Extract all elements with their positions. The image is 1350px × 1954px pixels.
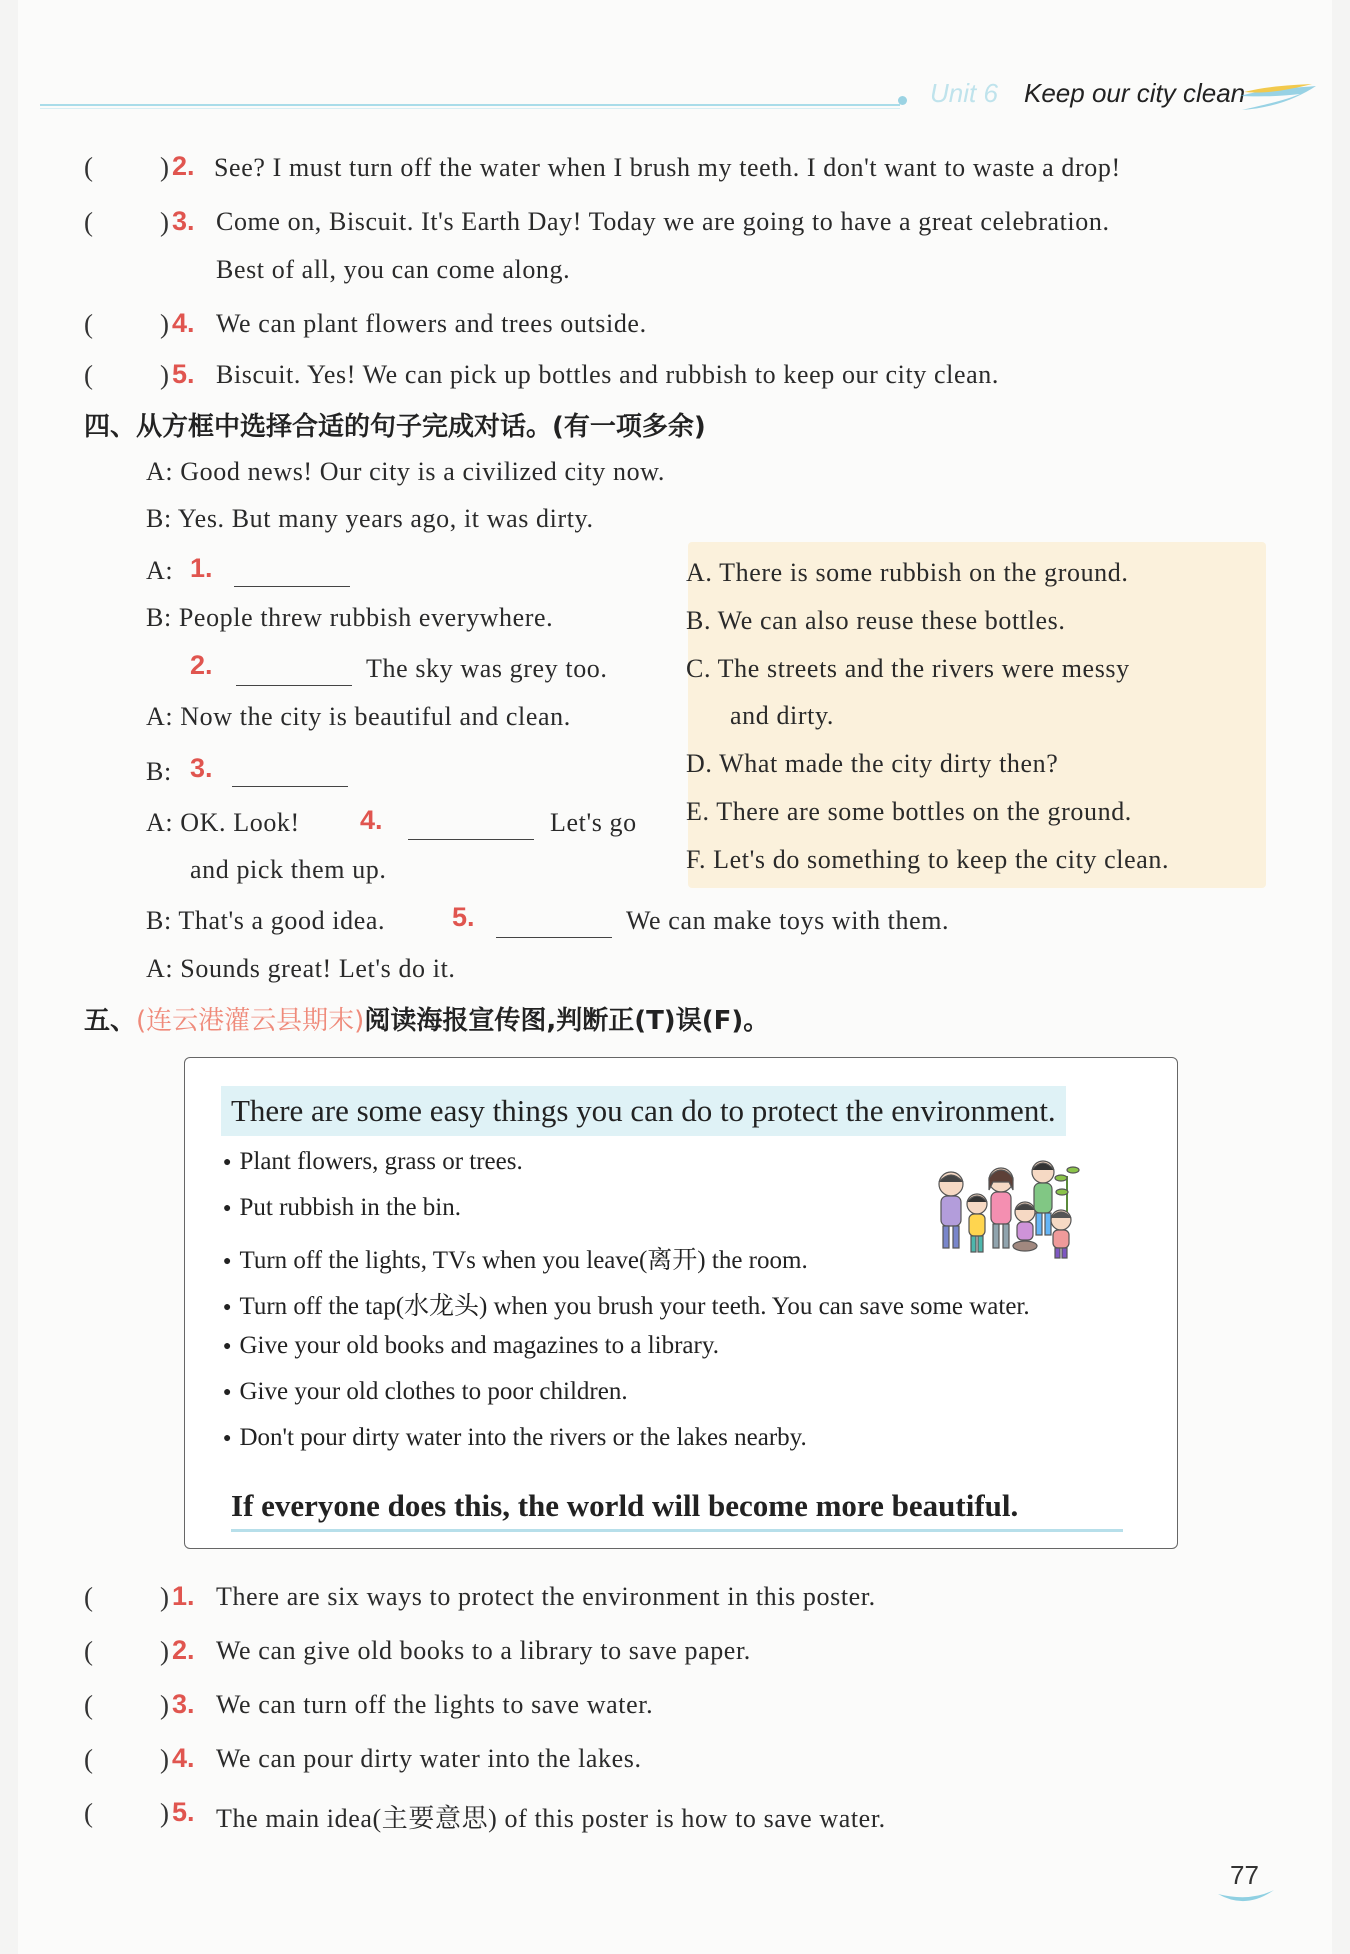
item-text: Come on, Biscuit. It's Earth Day! Today we are going to have a great celebration. — [216, 207, 1110, 236]
blank-number: 1. — [190, 553, 213, 583]
answer-paren-open[interactable]: ( — [84, 1636, 93, 1666]
item-text: We can give old books to a library to save paper. — [216, 1636, 751, 1665]
header-rule — [40, 104, 900, 106]
answer-paren-open[interactable]: ( — [84, 1798, 93, 1828]
section4-title: 四、从方框中选择合适的句子完成对话。(有一项多余) — [84, 412, 706, 442]
dialogue-line: A: OK. Look! — [146, 808, 300, 837]
option-f: F. Let's do something to keep the city clean. — [686, 845, 1170, 874]
answer-paren-open[interactable]: ( — [84, 207, 93, 237]
poster-bullet: ● Turn off the lights, TVs when you leave(离开) the room. — [223, 1240, 808, 1276]
section5-source: (连云港灌云县期末) — [136, 1006, 365, 1036]
section5-prefix: 五、 — [84, 1006, 137, 1036]
option-a: A. There is some rubbish on the ground. — [686, 558, 1129, 587]
dialogue-line: B: People threw rubbish everywhere. — [146, 603, 554, 632]
section5-title — [84, 1000, 769, 1037]
option-c: C. The streets and the rivers were messy — [686, 654, 1130, 683]
answer-paren-close: ) — [160, 309, 169, 339]
item-text-continued: Best of all, you can come along. — [216, 255, 571, 284]
answer-paren-open[interactable]: ( — [84, 1744, 93, 1774]
header-swoosh-icon — [1238, 84, 1318, 120]
answer-paren-open[interactable]: ( — [84, 1582, 93, 1612]
item-number: 2. — [172, 1635, 195, 1665]
answer-paren-close: ) — [160, 1690, 169, 1720]
dialogue-line: Let's go — [550, 808, 637, 837]
option-d: D. What made the city dirty then? — [686, 749, 1059, 778]
option-b: B. We can also reuse these bottles. — [686, 606, 1066, 635]
dialogue-line: A: Now the city is beautiful and clean. — [146, 702, 571, 731]
answer-paren-close: ) — [160, 207, 169, 237]
poster-bullet: ● Plant flowers, grass or trees. — [223, 1148, 523, 1176]
item-text: Biscuit. Yes! We can pick up bottles and rubbish to keep our city clean. — [216, 360, 999, 389]
page-number-swoosh-icon — [1216, 1888, 1276, 1908]
item-number: 2. — [172, 151, 195, 181]
poster-bullet: ● Put rubbish in the bin. — [223, 1194, 461, 1222]
option-c-continued: and dirty. — [730, 701, 834, 730]
dialogue-speaker: B: — [146, 757, 172, 786]
answer-paren-close: ) — [160, 360, 169, 390]
item-text: There are six ways to protect the environment in this poster. — [216, 1582, 876, 1611]
section5-instruction: 阅读海报宣传图,判断正(T)误(F)。 — [364, 1006, 770, 1036]
answer-paren-open[interactable]: ( — [84, 1690, 93, 1720]
answer-paren-open[interactable]: ( — [84, 360, 93, 390]
poster-heading: There are some easy things you can do to protect the environment. — [221, 1086, 1066, 1136]
header-dot-icon — [898, 96, 907, 105]
unit-label: Unit 6 — [930, 78, 998, 108]
poster-bullet: ● Give your old clothes to poor children. — [223, 1378, 628, 1406]
item-text: We can turn off the lights to save water. — [216, 1690, 654, 1719]
workbook-page — [18, 0, 1332, 1954]
option-e: E. There are some bottles on the ground. — [686, 797, 1132, 826]
dialogue-line: B: Yes. But many years ago, it was dirty. — [146, 504, 594, 533]
answer-blank-3[interactable] — [232, 785, 348, 787]
dialogue-line: The sky was grey too. — [366, 654, 608, 683]
dialogue-line: and pick them up. — [190, 855, 387, 884]
answer-paren-open[interactable]: ( — [84, 309, 93, 339]
poster-bullet: ● Turn off the tap(水龙头) when you brush your teeth. You can save some water. — [223, 1286, 1030, 1322]
item-text: We can pour dirty water into the lakes. — [216, 1744, 642, 1773]
unit-title: Keep our city clean — [1024, 78, 1246, 108]
dialogue-line: A: Sounds great! Let's do it. — [146, 954, 456, 983]
answer-paren-close: ) — [160, 1636, 169, 1666]
dialogue-speaker: A: — [146, 556, 174, 585]
poster-footer: If everyone does this, the world will become more beautiful. — [231, 1488, 1019, 1523]
item-number: 5. — [172, 359, 195, 389]
item-number: 3. — [172, 206, 195, 236]
item-number: 5. — [172, 1797, 195, 1827]
item-text: The main idea(主要意思) of this poster is how to save water. — [216, 1804, 886, 1833]
page-number: 77 — [1230, 1860, 1259, 1890]
answer-paren-close: ) — [160, 1798, 169, 1828]
blank-number: 3. — [190, 753, 213, 783]
answer-paren-close: ) — [160, 152, 169, 182]
dialogue-line: B: That's a good idea. — [146, 906, 386, 935]
header-rule-thin — [40, 108, 900, 109]
poster — [184, 1057, 1178, 1549]
item-text: See? I must turn off the water when I brush my teeth. I don't want to waste a drop! — [214, 153, 1121, 182]
answer-blank-2[interactable] — [236, 684, 352, 686]
item-number: 3. — [172, 1689, 195, 1719]
answer-blank-1[interactable] — [234, 585, 350, 587]
answer-paren-close: ) — [160, 1744, 169, 1774]
answer-blank-5[interactable] — [496, 936, 612, 938]
poster-bullet: ● Don't pour dirty water into the rivers or the lakes nearby. — [223, 1424, 807, 1452]
item-number: 1. — [172, 1581, 195, 1611]
answer-paren-open[interactable]: ( — [84, 152, 93, 182]
poster-bullet: ● Give your old books and magazines to a library. — [223, 1332, 719, 1360]
blank-number: 2. — [190, 650, 213, 680]
answer-blank-4[interactable] — [408, 838, 534, 840]
item-number: 4. — [172, 308, 195, 338]
dialogue-line: We can make toys with them. — [626, 906, 950, 935]
item-number: 4. — [172, 1743, 195, 1773]
item-text: We can plant flowers and trees outside. — [216, 309, 647, 338]
blank-number: 4. — [360, 805, 383, 835]
dialogue-line: A: Good news! Our city is a civilized city now. — [146, 457, 665, 486]
blank-number: 5. — [452, 902, 475, 932]
poster-footer-underline — [231, 1529, 1123, 1532]
answer-paren-close: ) — [160, 1582, 169, 1612]
children-illustration — [931, 1154, 1081, 1260]
